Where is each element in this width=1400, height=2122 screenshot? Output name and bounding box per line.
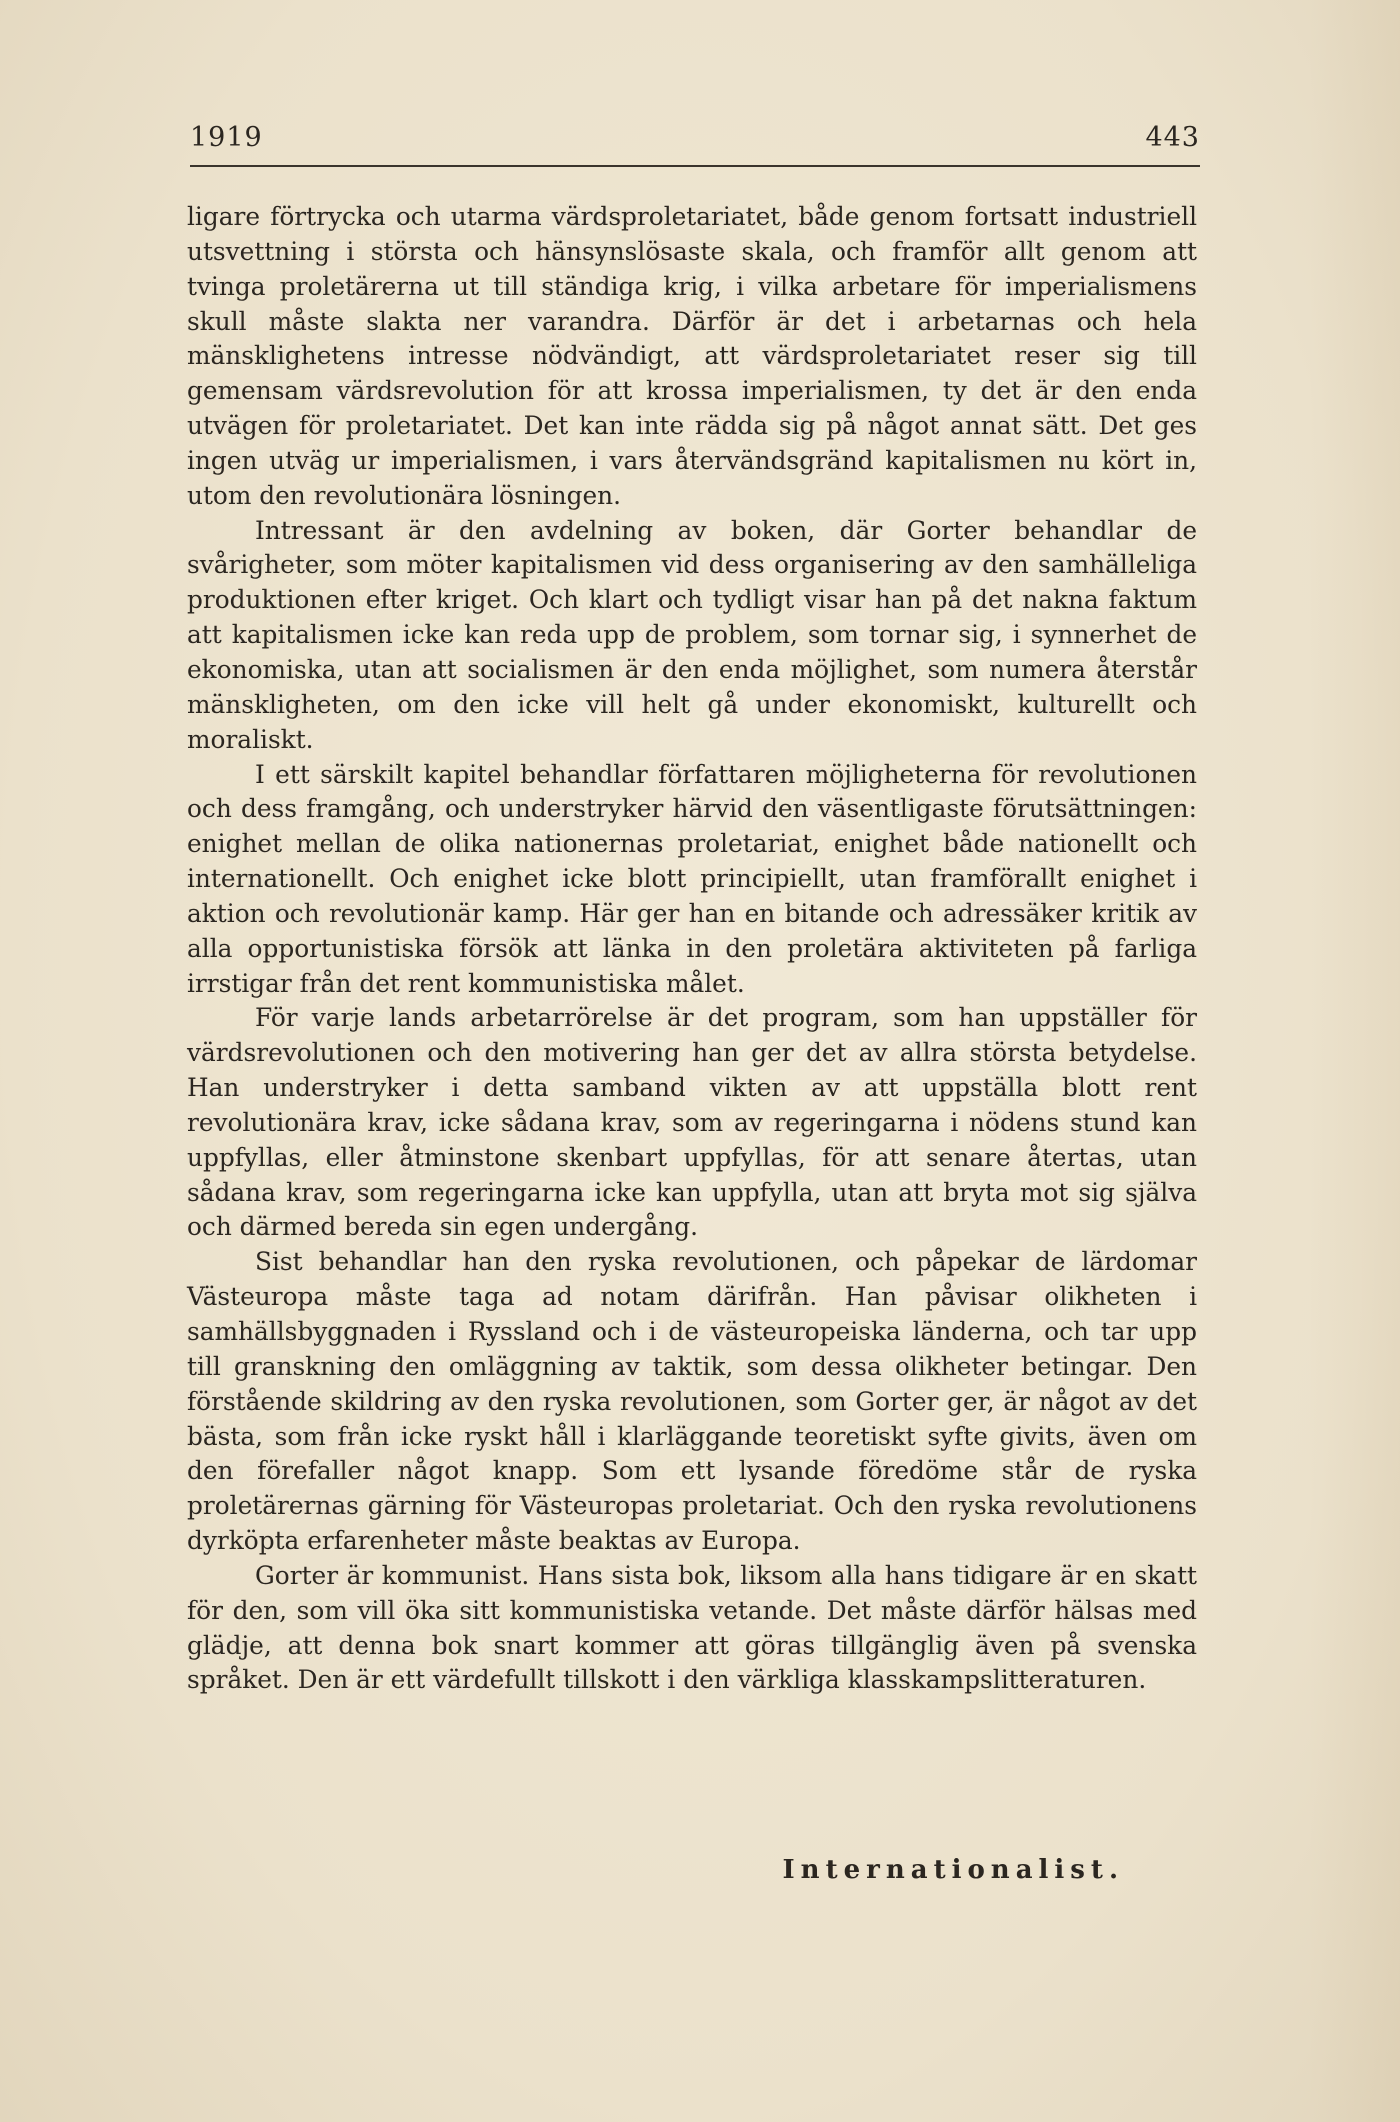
header-year: 1919 xyxy=(190,122,263,153)
paragraph-5: Sist behandlar han den ryska revolutionen, och påpekar de lärdomar Västeuropa måste taga ad notam därifrån. Han påvisar olikheten i samhällsbyggnaden i Ryssland och i de västeuropeiska länderna, och tar upp till granskning den omläggning av taktik, som dessa olikheter betingar. Den förstående skildring av den ryska revolutionen, som Gorter ger, är något av det bästa, som från icke ryskt håll i klarläggande teoretiskt syfte givits, även om den förefaller något knapp. Som ett lysande föredöme står de ryska proletärernas gärning för Västeuropas proletariat. Och den ryska revolutionens dyrköpta erfarenheter måste beaktas av Europa. xyxy=(187,1247,1197,1556)
paragraph-4: För varje lands arbetarrörelse är det program, som han uppställer för värdsrevolutionen och den motivering han ger det av allra största betydelse. Han understryker i detta samband vikten av att uppställa blott rent revolutionära krav, icke sådana krav, som av regeringarna i nödens stund kan uppfyllas, eller åtminstone skenbart uppfyllas, för att senare återtas, utan sådana krav, som regeringarna icke kan uppfylla, utan att bryta mot sig själva och därmed bereda sin egen undergång. xyxy=(187,1003,1197,1242)
paragraph-6: Gorter är kommunist. Hans sista bok, liksom alla hans tidigare är en skatt för den, som vill öka sitt kommunistiska vetande. Det måste därför hälsas med glädje, att denna bok snart kommer att göras tillgänglig även på svenska språket. Den är ett värdefullt tillskott i den värkliga klasskampslitteraturen. xyxy=(187,1560,1197,1695)
page-number: 443 xyxy=(1145,122,1200,153)
page-edge-shading xyxy=(1308,0,1400,2122)
header-rule xyxy=(190,165,1200,167)
author-signature: Internationalist. xyxy=(782,1855,1124,1885)
running-header xyxy=(190,118,1200,168)
paragraph-1: ligare förtrycka och utarma värdsproletariatet, både genom fortsatt industriell utsvettning i största och hänsynslösaste skala, och framför allt genom att tvinga proletärerna ut till ständiga krig, i vilka arbetare för imperialismens skull måste slakta ner varandra. Därför är det i arbetarnas och hela mänsklighetens intresse nödvändigt, att värdsproletariatet reser sig till gemensam värdsrevolution för att krossa imperialismen, ty det är den enda utvägen för proletariatet. Det kan inte rädda sig på något annat sätt. Det ges ingen utväg ur imperialismen, i vars återvändsgränd kapitalismen nu kört in, utom den revolutionära lösningen. xyxy=(187,202,1197,510)
paragraph-3: I ett särskilt kapitel behandlar författaren möjligheterna för revolutionen och dess framgång, och understryker härvid den väsentligaste förutsättningen: enighet mellan de olika nationernas proletariat, enighet både nationellt och internationellt. Och enighet icke blott principiellt, utan framförallt enighet i aktion och revolutionär kamp. Här ger han en bitande och adressäker kritik av alla opportunistiska försök att länka in den proletära aktiviteten på farliga irrstigar från det rent kommunistiska målet. xyxy=(187,759,1197,998)
article-body xyxy=(187,200,1197,1698)
paragraph-2: Intressant är den avdelning av boken, där Gorter behandlar de svårigheter, som möter kapitalismen vid dess organisering av den samhälleliga produktionen efter kriget. Och klart och tydligt visar han på det nakna faktum att kapitalismen icke kan reda upp de problem, som tornar sig, i synnerhet de ekonomiska, utan att socialismen är den enda möjlighet, som numera återstår mänskligheten, om den icke vill helt gå under ekonomiskt, kulturellt och moraliskt. xyxy=(187,515,1197,754)
